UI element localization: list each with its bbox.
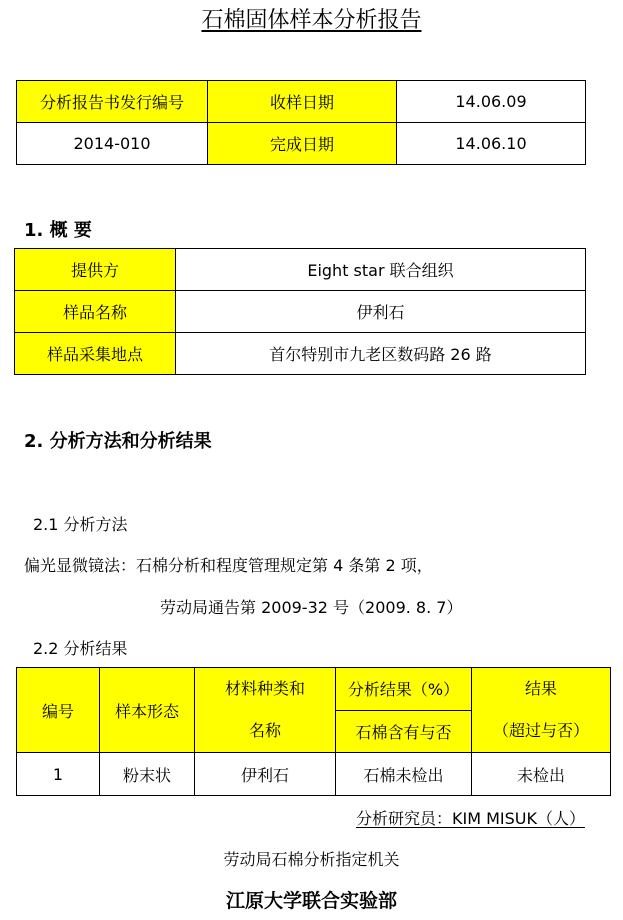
- sampling-location-label: 样品采集地点: [15, 333, 176, 375]
- researcher: [356, 806, 585, 829]
- report-title: [0, 6, 623, 36]
- header-material: [195, 668, 336, 753]
- header-result: [472, 668, 611, 753]
- completion-date-value: 14.06.10: [397, 123, 586, 165]
- sample-name-value: 伊利石: [176, 291, 586, 333]
- header-sample-form: 样本形态: [100, 668, 195, 753]
- header-result-line-2: （超过与否）: [492, 721, 589, 740]
- completion-date-label: 完成日期: [208, 123, 397, 165]
- report-info-table: [16, 80, 586, 165]
- results-table: [16, 667, 611, 796]
- overview-row: [15, 333, 586, 375]
- cell-analysis-result: 石棉未检出: [336, 753, 472, 796]
- method-line-2: 劳动局通告第 2009-32 号（2009. 8. 7）: [160, 598, 463, 617]
- header-asbestos-presence: 石棉含有与否: [336, 710, 472, 753]
- header-material-line-1: 材料种类和: [224, 679, 305, 698]
- report-no-label: 分析报告书发行编号: [17, 81, 208, 123]
- receipt-date-value: 14.06.09: [397, 81, 586, 123]
- cell-sample-form: 粉末状: [100, 753, 195, 796]
- results-header-row: [17, 668, 611, 711]
- sample-name-label: 样品名称: [15, 291, 176, 333]
- agency-name: 劳动局石棉分析指定机关: [223, 850, 400, 869]
- info-row-2: [17, 123, 586, 165]
- report-title-text: 石棉固体样本分析报告: [201, 8, 422, 33]
- table-row: [17, 753, 611, 796]
- overview-row: [15, 249, 586, 291]
- section2-heading: 2. 分析方法和分析结果: [24, 431, 212, 452]
- overview-table: [14, 248, 586, 375]
- lab-name: 江原大学联合实验部: [225, 890, 397, 912]
- researcher-text: 分析研究员：KIM MISUK（人）: [356, 809, 585, 828]
- sampling-location-value: 首尔特别市九老区数码路 26 路: [176, 333, 586, 375]
- result-heading: 2.2 分析结果: [33, 639, 128, 658]
- overview-row: [15, 291, 586, 333]
- provider-value: Eight star 联合组织: [176, 249, 586, 291]
- method-line-1: 偏光显微镜法：石棉分析和程度管理规定第 4 条第 2 项，: [24, 556, 433, 575]
- receipt-date-label: 收样日期: [208, 81, 397, 123]
- info-row-1: [17, 81, 586, 123]
- report-no-value: 2014-010: [17, 123, 208, 165]
- provider-label: 提供方: [15, 249, 176, 291]
- method-heading: 2.1 分析方法: [33, 515, 128, 534]
- header-material-line-2: 名称: [248, 721, 281, 740]
- header-result-line-1: 结果: [524, 679, 557, 698]
- cell-no: 1: [17, 753, 100, 796]
- header-no: 编号: [17, 668, 100, 753]
- cell-result: 未检出: [472, 753, 611, 796]
- overview-heading: 1. 概 要: [24, 220, 92, 241]
- cell-material: 伊利石: [195, 753, 336, 796]
- header-analysis-result: 分析结果（%）: [336, 668, 472, 711]
